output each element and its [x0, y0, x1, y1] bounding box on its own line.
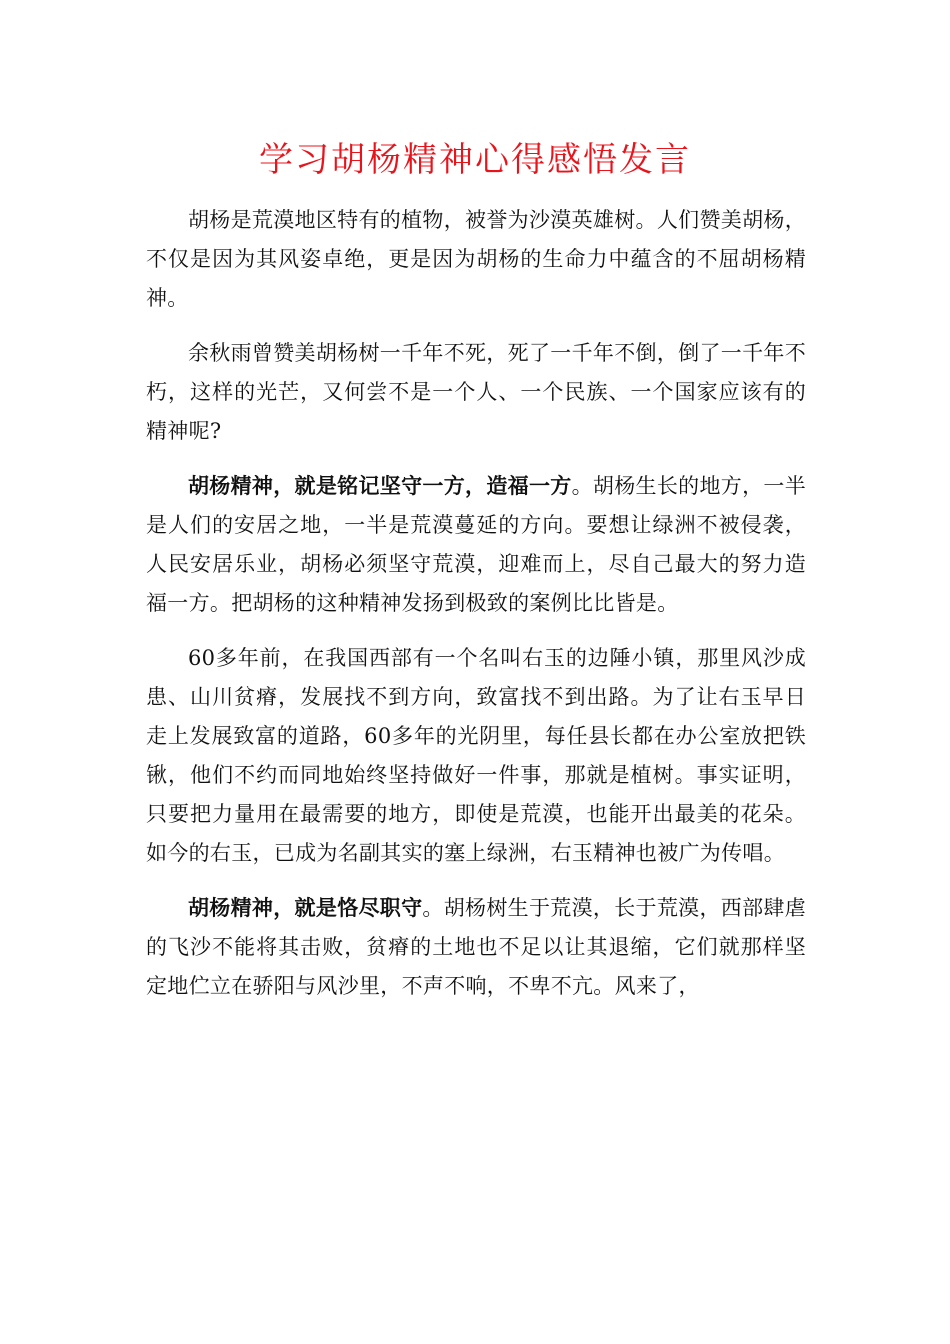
paragraph-point-two	[146, 888, 806, 1006]
paragraph-text: 胡杨是荒漠地区特有的植物，被誉为沙漠英雄树。人们赞美胡杨，不仅是因为其风姿卓绝，更是因为胡杨的生命力中蕴含的不屈胡杨精神。	[146, 208, 806, 310]
paragraph-lead-bold: 胡杨精神，就是恪尽职守	[188, 895, 423, 920]
paragraph-youyu-example	[146, 638, 806, 873]
paragraph-point-one	[146, 466, 806, 623]
paragraph-lead-bold: 胡杨精神，就是铭记坚守一方，造福一方	[188, 473, 572, 498]
paragraph-text: 。胡杨生长的地方，一半是人们的安居之地，一半是荒漠蔓延的方向。要想让绿洲不被侵袭，人民安居乐业，胡杨必须坚守荒漠，迎难而上，尽自己最大的努力造福一方。把胡杨的这种精神发扬到极致的案例比比皆是。	[146, 474, 806, 615]
paragraph-intro	[146, 200, 806, 318]
paragraph-quote	[146, 333, 806, 451]
document-title: 学习胡杨精神心得感悟发言	[259, 140, 691, 180]
paragraph-text: 余秋雨曾赞美胡杨树一千年不死，死了一千年不倒，倒了一千年不朽，这样的光芒，又何尝不是一个人、一个民族、一个国家应该有的精神呢?	[146, 341, 806, 443]
document-body	[146, 200, 806, 1021]
paragraph-text: 60多年前，在我国西部有一个名叫右玉的边陲小镇，那里风沙成患、山川贫瘠，发展找不到方向，致富找不到出路。为了让右玉早日走上发展致富的道路，60多年的光阴里，每任县长都在办公室放把铁锹，他们不约而同地始终坚持做好一件事，那就是植树。事实证明，只要把力量用在最需要的地方，即使是荒漠，也能开出最美的花朵。如今的右玉，已成为名副其实的塞上绿洲，右玉精神也被广为传唱。	[146, 646, 806, 865]
paragraph-text: 。胡杨树生于荒漠，长于荒漠，西部肆虐的飞沙不能将其击败，贫瘠的土地也不足以让其退缩，它们就那样坚定地伫立在骄阳与风沙里，不声不响，不卑不亢。风来了，	[146, 896, 806, 998]
